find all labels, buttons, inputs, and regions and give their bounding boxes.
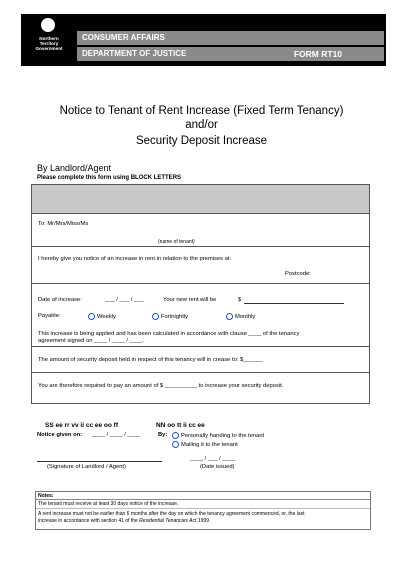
premises-notice: I hereby give you notice of an increase in rent in relation to the premises at: [38,256,232,262]
new-rent-label: Your new rent will be [163,297,217,303]
title-conjunction: and/or [185,119,218,131]
form-code: FORM RT10 [293,49,342,59]
notes-line-1: The tenant must receive at least 30 days notice of the increase. [38,501,179,507]
date-of-increase-label[interactable]: Date of increase: [38,297,82,303]
pay-amount-line: You are therefore required to pay an amount of $ __________ to increase your security deposit. [38,383,284,389]
personally-label: Personally handing to the tenant [181,433,265,440]
weekly-label: Weekly [97,314,116,321]
agency-name: CONSUMER AFFAIRS [82,33,165,42]
fortnightly-label: Fortnightly [161,314,189,321]
security-deposit-line: The amount of security deposit held in respect of this tenancy will in crease to: $______ [38,357,263,363]
date-issued-field[interactable]: ____ / ___ / ____ [190,456,236,462]
by-label: By: [158,432,168,438]
divider [31,372,370,373]
notice-given-on-label: Notice given on: [37,432,83,438]
logo-text-2: Territory [39,41,59,46]
service-heading: SS ee rr vv ii cc ee oo ff [45,422,118,429]
notes-line-3 [38,518,210,524]
payable-label: Payable: [38,313,61,319]
date-issued-caption: (Date issued) [200,464,235,470]
signature-line[interactable] [37,461,162,462]
divider [31,346,370,347]
divider [31,213,370,214]
agency-bar-1 [77,31,384,45]
logo-emblem-icon [41,18,55,32]
signature-caption: (Signature of Landlord / Agent) [47,464,126,470]
notes-line-3-text: increase in accordance with section 41 of the [38,518,140,524]
logo-text-3: Government [35,46,63,51]
logo-text-1: Northern [39,36,59,41]
divider [31,283,370,284]
page-subtitle: Security Deposit Increase [135,135,268,147]
notes-line-3-end: . [208,518,211,524]
mailing-label: Mailing it to the tenant [181,442,238,449]
act-name: Residential Tenancies Act 1999 [139,518,209,524]
option-mailing[interactable] [172,441,238,449]
new-rent-field[interactable] [244,298,344,304]
notice-heading: NN oo tt ii cc ee [156,422,205,429]
form-box [31,184,370,404]
monthly-label: Monthly [235,314,256,321]
agreement-signed-line: agreement signed on ____ / ____ / ____. [38,338,145,344]
instructions: Please complete this form using BLOCK LETTERS [37,175,182,181]
notice-given-on-field[interactable]: ____ / ____ / ____ [92,432,141,438]
department-name: DEPARTMENT OF JUSTICE [82,49,187,58]
payable-weekly-option[interactable] [88,313,116,321]
government-logo [25,16,73,64]
name-of-tenant-caption: (name of tenant) [158,239,195,245]
agency-bar-2 [77,47,384,61]
radio-monthly[interactable] [226,313,233,320]
payable-fortnightly-option[interactable] [152,313,188,321]
date-of-increase-field[interactable]: ___ / ___ / ___ [105,297,144,303]
new-rent-dollar: $ [238,297,242,303]
to-label: To: Mr/Mrs/Miss/Ms [38,221,89,227]
page-title: Notice to Tenant of Rent Increase (Fixed Term Tenancy) [59,105,344,117]
radio-personally[interactable] [172,432,179,439]
notes-line-2: A rent increase must not be earlier than 6 months after the day on which the tenancy agreement commenced, or, the last [38,511,305,517]
notes-divider [36,499,370,500]
postcode-label: Postcode: [285,271,311,277]
notes-divider [36,508,370,509]
radio-mailing[interactable] [172,441,179,448]
form-header-shading [32,185,369,213]
divider [31,246,370,247]
notes-heading: Notes: [38,493,54,499]
calc-clause-line: This increase is being applied and has been calculated in accordance with clause ____ of the tenancy [38,331,300,337]
payable-monthly-option[interactable] [226,313,255,321]
by-landlord-heading: By Landlord/Agent [37,163,112,173]
radio-fortnightly[interactable] [152,313,159,320]
radio-weekly[interactable] [88,313,95,320]
option-personally[interactable] [172,432,264,440]
